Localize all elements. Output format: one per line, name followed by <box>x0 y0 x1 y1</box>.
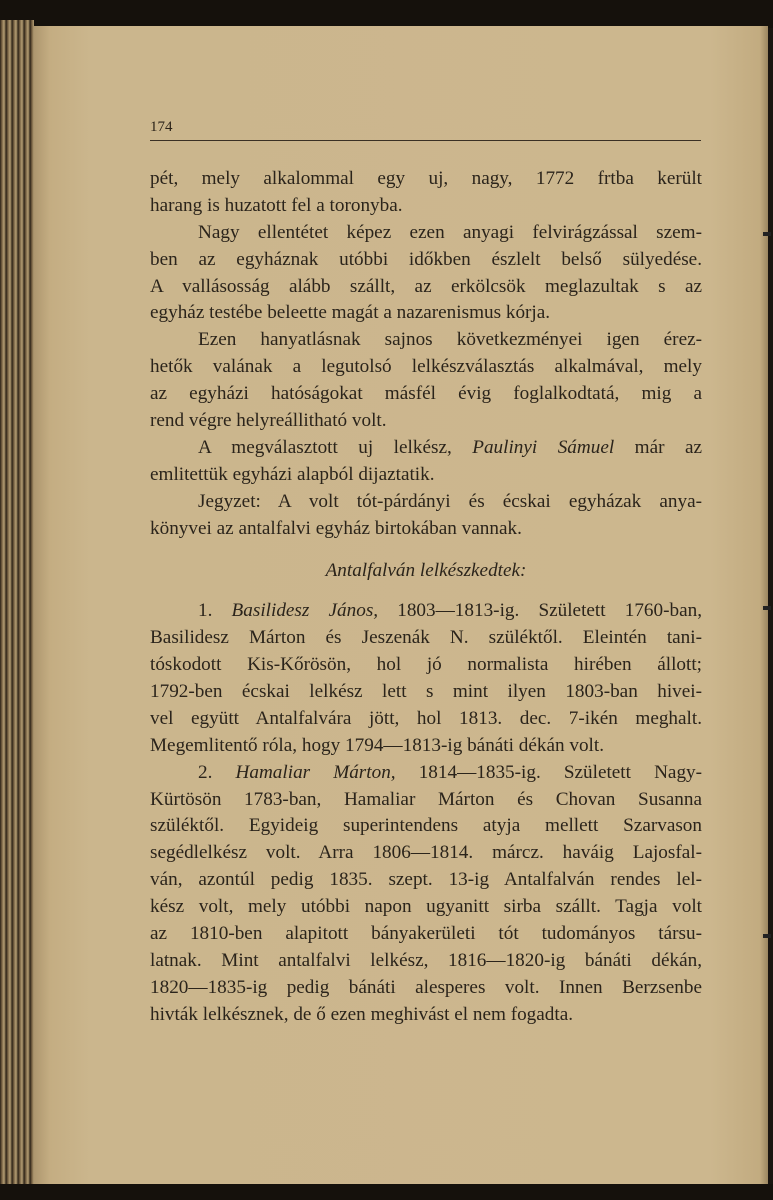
text-segment: A megválasztott uj lelkész, <box>198 436 473 458</box>
text-line <box>150 516 702 543</box>
text-line <box>150 894 702 921</box>
text-line <box>150 652 702 679</box>
text-line <box>150 166 702 193</box>
text-segment: A vallásosság alább szállt, az erkölcsök meglazultak s az <box>150 275 702 297</box>
text-line <box>150 840 702 867</box>
text-line <box>150 300 702 327</box>
text-line <box>150 193 702 220</box>
text-line <box>150 975 702 1002</box>
text-line <box>150 867 702 894</box>
text-segment: az egyházi hatóságokat másfél évig foglalkodtatá, mig a <box>150 383 702 405</box>
text-segment: az 1810-ben alapitott bányakerületi tót tudományos társu- <box>150 923 702 945</box>
text-line <box>150 598 702 625</box>
text-segment: harang is huzatott fel a toronyba. <box>150 194 403 216</box>
text-segment: szüléktől. Egyideig superintendens atyja mellett Szarvason <box>150 815 702 837</box>
text-segment: Megemlitentő róla, hogy 1794—1813-ig bánáti dékán volt. <box>150 734 605 756</box>
text-segment: tóskodott Kis-Kőrösön, hol jó normalista hirében állott; <box>150 654 702 676</box>
text-segment: 1814—1835-ig. Született Nagy- <box>395 761 703 783</box>
text-segment: könyvei az antalfalvi egyház birtokában vannak. <box>150 517 522 539</box>
text-line <box>150 489 702 516</box>
text-line <box>150 706 702 733</box>
text-line <box>150 948 702 975</box>
text-line <box>150 381 702 408</box>
margin-mark <box>763 232 771 236</box>
text-line <box>150 435 702 462</box>
text-segment: rend végre helyreállitható volt. <box>150 410 387 432</box>
text-line <box>150 787 702 814</box>
text-segment: Nagy ellentétet képez ezen anyagi felvirágzással szem- <box>198 221 702 243</box>
text-line <box>150 274 702 301</box>
text-line <box>150 220 702 247</box>
text-line <box>150 921 702 948</box>
text-segment: Basilidesz Márton és Jeszenák N. szüléktől. Eleintén tani- <box>150 627 702 649</box>
text-line <box>150 1002 702 1029</box>
text-segment: latnak. Mint antalfalvi lelkész, 1816—1820-ig bánáti dékán, <box>150 949 702 971</box>
italic-name: Basilidesz János, <box>231 600 379 622</box>
text-segment: Ezen hanyatlásnak sajnos következményei igen érez- <box>198 329 702 351</box>
italic-name: Hamaliar Márton, <box>235 761 396 783</box>
margin-mark <box>763 934 771 938</box>
header-rule <box>150 140 701 141</box>
scan-bottom-border <box>0 1184 773 1200</box>
text-line <box>150 408 702 435</box>
text-line <box>150 679 702 706</box>
text-segment: 1803—1813-ig. Született 1760-ban, <box>378 600 703 622</box>
text-segment: emlitettük egyházi alapból dijaztatik. <box>150 463 435 485</box>
margin-mark <box>763 606 771 610</box>
text-line <box>150 247 702 274</box>
text-segment: egyház testébe beleette magát a nazarenismus kórja. <box>150 302 551 324</box>
text-segment: már az <box>614 436 702 458</box>
body-text <box>150 166 702 1029</box>
page-edges <box>0 20 34 1188</box>
text-line <box>150 625 702 652</box>
text-line <box>150 462 702 489</box>
text-segment: kész volt, mely utóbbi napon ugyanitt sirba szállt. Tagja volt <box>150 896 702 918</box>
text-segment: 1. <box>198 600 232 622</box>
text-segment: Kürtösön 1783-ban, Hamaliar Márton és Chovan Susanna <box>150 788 702 810</box>
text-segment: ván, azontúl pedig 1835. szept. 13-ig Antalfalván rendes lel- <box>150 869 702 891</box>
text-line <box>150 327 702 354</box>
scan-top-border <box>0 0 773 28</box>
text-line <box>150 733 702 760</box>
text-segment: hetők valának a legutolsó lelkészválasztás alkalmával, mely <box>150 356 702 378</box>
text-line <box>150 813 702 840</box>
text-segment: hivták lelkésznek, de ő ezen meghivást el nem fogadta. <box>150 1003 574 1025</box>
italic-name: Paulinyi Sámuel <box>472 436 615 458</box>
text-segment: Jegyzet: A volt tót-párdányi és écskai egyházak anya- <box>198 490 702 512</box>
page-number: 174 <box>150 119 173 135</box>
text-segment: vel együtt Antalfalvára jött, hol 1813. dec. 7-ikén meghalt. <box>150 707 702 729</box>
text-segment: 1792-ben écskai lelkész lett s mint ilyen 1803-ban hivei- <box>150 681 702 703</box>
text-line <box>150 354 702 381</box>
text-line <box>150 760 702 787</box>
text-segment: 1820—1835-ig pedig bánáti alesperes volt. Innen Berzsenbe <box>150 976 702 998</box>
text-segment: ben az egyháznak utóbbi időkben észlelt belső sülyedése. <box>150 248 702 270</box>
text-segment: 2. <box>198 761 236 783</box>
text-segment: pét, mely alkalommal egy uj, nagy, 1772 frtba került <box>150 168 702 189</box>
section-heading <box>150 558 702 585</box>
text-segment: segédlelkész volt. Arra 1806—1814. márcz. haváig Lajosfal- <box>150 842 702 864</box>
text-segment: Antalfalván lelkészkedtek: <box>325 560 527 582</box>
